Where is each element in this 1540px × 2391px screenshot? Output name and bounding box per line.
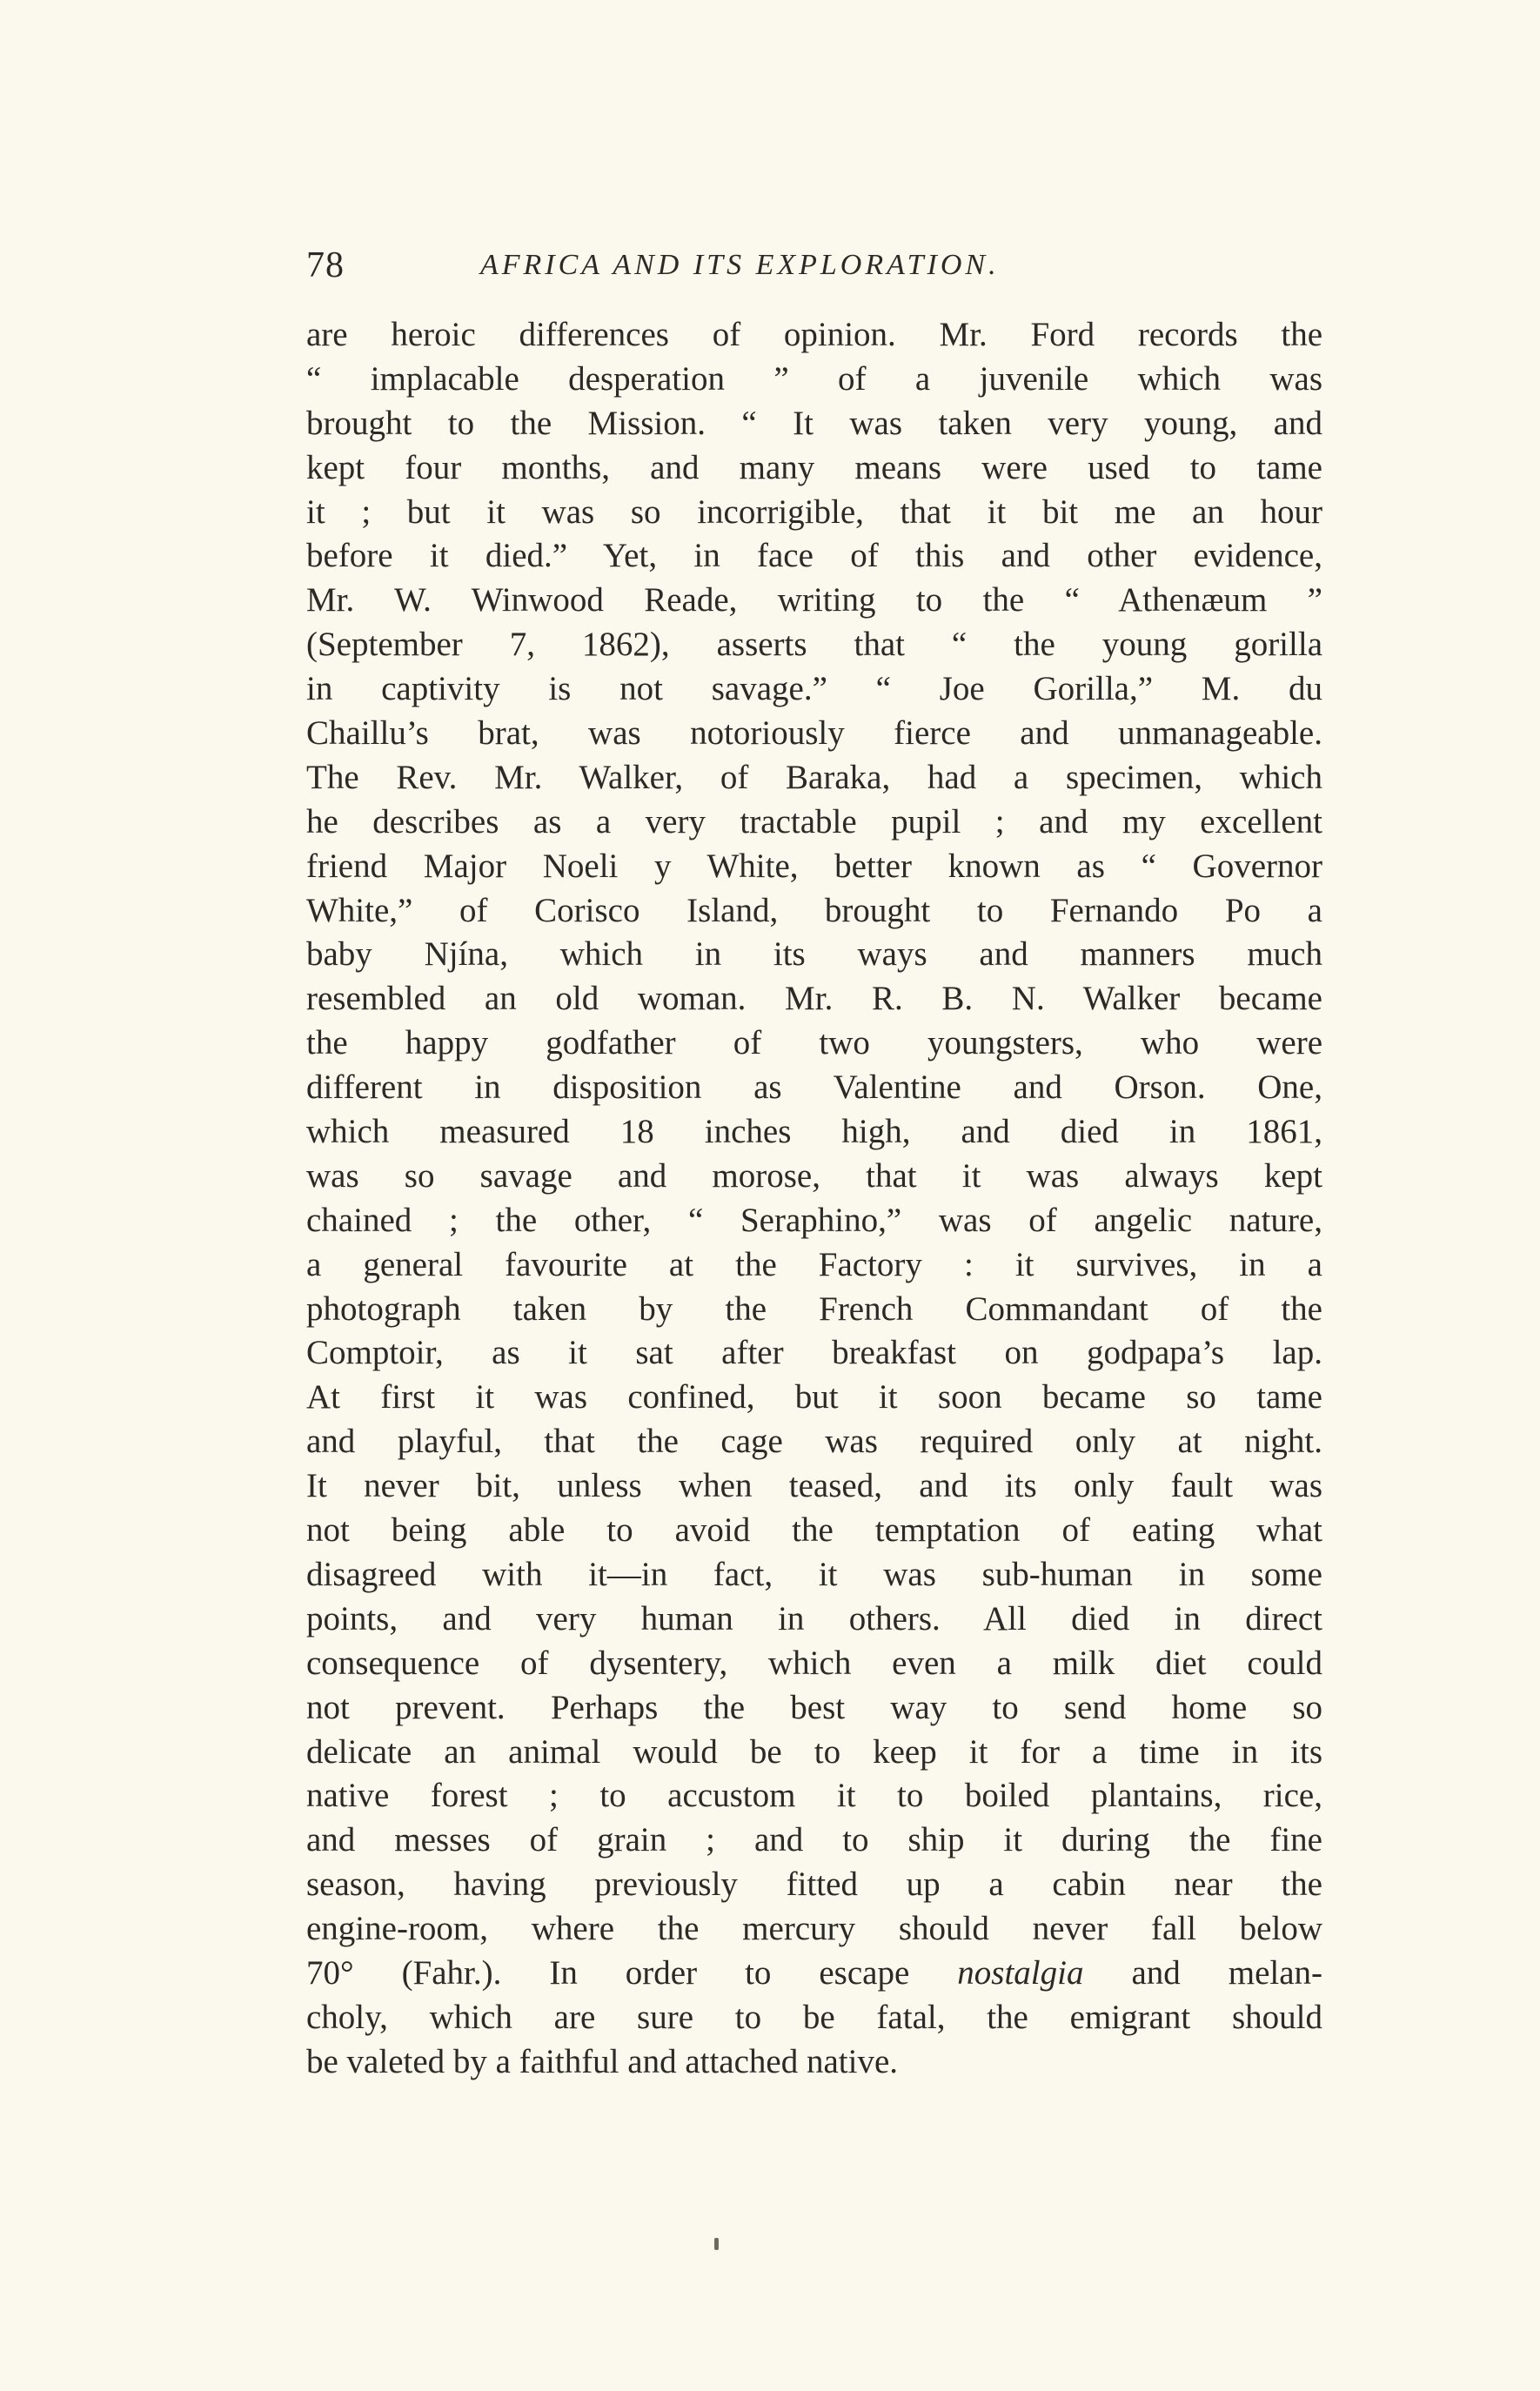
text-line: the happy godfather of two youngsters, who were: [306, 1024, 1322, 1062]
text-line-with-italic: [306, 1952, 1322, 1996]
text-line: he describes as a very tractable pupil ; and my excellent: [306, 802, 1322, 841]
text-segment: 70° (Fahr.). In order to escape: [306, 1953, 910, 1992]
text-line: Chaillu’s brat, was notoriously fierce and unmanageable.: [306, 714, 1322, 753]
ink-speck: [714, 2238, 719, 2250]
text-line: it ; but it was so incorrigible, that it bit me an hour: [306, 492, 1322, 531]
text-line: consequence of dysentery, which even a milk diet could: [306, 1644, 1322, 1682]
text-line: a general favourite at the Factory : it survives, in a: [306, 1245, 1322, 1283]
text-line: points, and very human in others. All died in direct: [306, 1599, 1322, 1638]
text-line: be valeted by a faithful and attached native.: [306, 2042, 899, 2080]
text-line: was so savage and morose, that it was always kept: [306, 1156, 1322, 1195]
text-line: White,” of Corisco Island, brought to Fernando Po a: [306, 891, 1322, 929]
text-line: in captivity is not savage.” “ Joe Gorilla,” M. du: [306, 670, 1322, 708]
text-line: are heroic differences of opinion. Mr. Ford records the: [306, 316, 1322, 353]
text-line: resembled an old woman. Mr. R. B. N. Walker became: [306, 980, 1322, 1018]
text-line: native forest ; to accustom it to boiled plantains, rice,: [306, 1777, 1322, 1815]
running-head: [306, 244, 1324, 287]
text-line: choly, which are sure to be fatal, the emigrant should: [306, 1998, 1322, 2036]
text-line: different in disposition as Valentine and Orson. One,: [306, 1068, 1322, 1107]
text-line: baby Njína, which in its ways and manners much: [306, 935, 1322, 974]
text-line: friend Major Noeli y White, better known as “ Governor: [306, 847, 1322, 885]
page-number: 78: [306, 245, 345, 285]
text-line: before it died.” Yet, in face of this and other evidence,: [306, 537, 1322, 575]
body-paragraph: [306, 313, 1322, 2085]
text-line: photograph taken by the French Commandant of the: [306, 1289, 1322, 1328]
text-line: (September 7, 1862), asserts that “ the young gorilla: [306, 626, 1322, 664]
text-line: which measured 18 inches high, and died in 1861,: [306, 1113, 1322, 1151]
text-line: It never bit, unless when teased, and its only fault was: [306, 1467, 1322, 1505]
text-line: “ implacable desperation ” of a juvenile which was: [306, 359, 1322, 398]
text-line: engine-room, where the mercury should never fall below: [306, 1910, 1322, 1948]
text-segment: and melan-: [1131, 1953, 1323, 1992]
text-line: not prevent. Perhaps the best way to send home so: [306, 1688, 1322, 1726]
text-line: chained ; the other, “ Seraphino,” was of angelic nature,: [306, 1201, 1322, 1239]
running-title: AFRICA AND ITS EXPLORATION.: [480, 249, 1000, 281]
text-line: season, having previously fitted up a cabin near the: [306, 1865, 1322, 1904]
italic-word: nostalgia: [957, 1953, 1084, 1992]
text-line: disagreed with it—in fact, it was sub-human in some: [306, 1555, 1322, 1593]
text-line: brought to the Mission. “ It was taken very young, and: [306, 404, 1322, 442]
text-line: Mr. W. Winwood Reade, writing to the “ Athenæum ”: [306, 581, 1322, 620]
text-line: kept four months, and many means were used to tame: [306, 448, 1322, 486]
text-line: Comptoir, as it sat after breakfast on godpapa’s lap.: [306, 1334, 1322, 1372]
text-line: and messes of grain ; and to ship it during the fine: [306, 1821, 1322, 1859]
text-line: delicate an animal would be to keep it for a time in its: [306, 1732, 1322, 1771]
text-line: At first it was confined, but it soon became so tame: [306, 1378, 1322, 1417]
text-line: The Rev. Mr. Walker, of Baraka, had a specimen, which: [306, 758, 1322, 796]
text-line: and playful, that the cage was required only at night.: [306, 1423, 1322, 1461]
text-line: not being able to avoid the temptation of eating what: [306, 1511, 1322, 1550]
